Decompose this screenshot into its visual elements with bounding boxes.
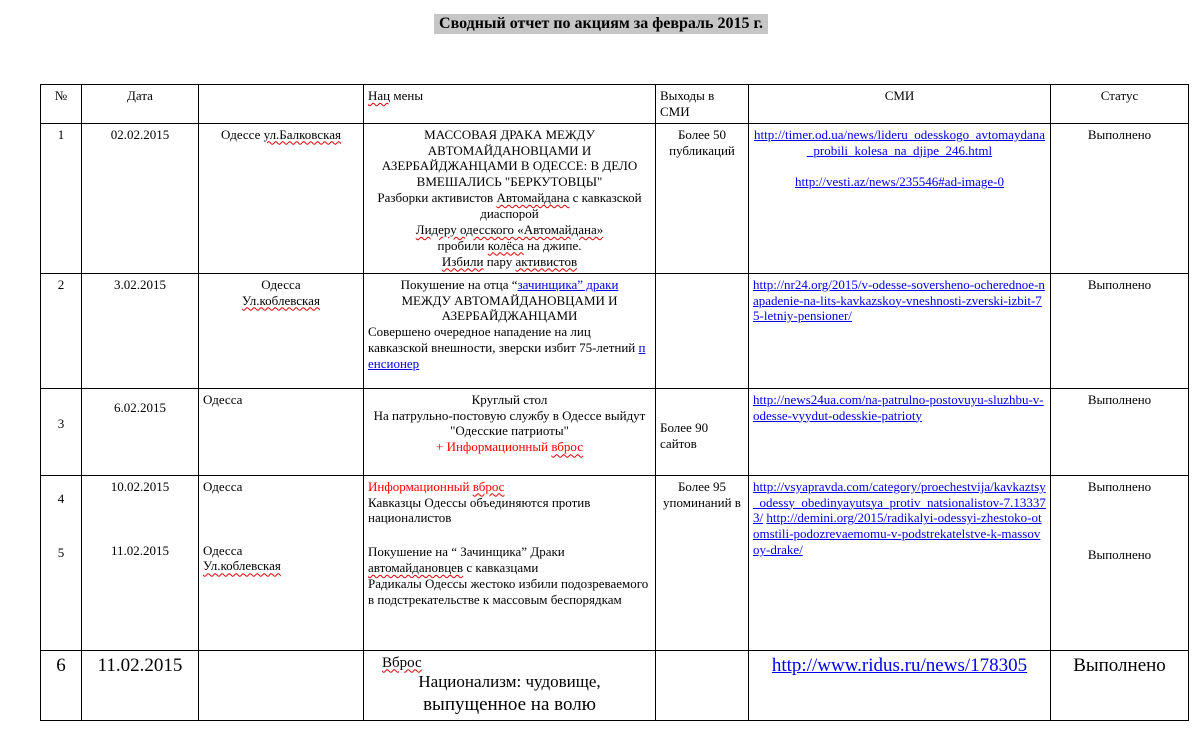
row6-media-count: [656, 650, 749, 720]
row4-red-sq-word: вброс: [472, 478, 505, 494]
row1-link-timer[interactable]: http://timer.od.ua/news/lideru_odesskogo_avtomaydana_probili_kolesa_na_djipe_246.html: [753, 126, 1045, 158]
row45-links: [749, 475, 1051, 650]
row1-date: 02.02.2015: [82, 123, 199, 273]
col-header-date: Дата: [82, 85, 199, 124]
row2-inline-link[interactable]: зачинщика” драки: [517, 276, 619, 292]
row5-status-text: Выполнено: [1087, 546, 1152, 562]
row5-sq-word: автомайдановцев: [368, 560, 464, 576]
row45-media-count: Более 95 упоминаний в: [656, 475, 749, 650]
row1-loc-street: ул.Балковская: [263, 126, 341, 142]
col-header-content-sq: Нац: [368, 88, 391, 103]
row2-date: 3.02.2015: [82, 273, 199, 388]
row1-text: Разборки активистов: [377, 190, 497, 206]
row6-num: 6: [41, 650, 82, 720]
row1-sq-word: колёса: [487, 237, 524, 253]
row2-headline1: [368, 277, 651, 293]
report-header: [0, 0, 1202, 38]
row2-location: [199, 273, 364, 388]
table-row: [41, 123, 1189, 273]
row3-media-count: [656, 388, 749, 475]
row4-link-vsyapravda[interactable]: http://vsyapravda.com/category/proechestvija/kavkaztsy_odessy_obedinyayutsya_protiv_natsionalistov-7.133373/: [753, 478, 1046, 526]
row4-num-text: 4: [57, 490, 65, 506]
row2-text: Совершено очередное нападение на лиц кавказской внешности, зверски избит 75-летний: [368, 324, 639, 356]
row1-location: [199, 123, 364, 273]
row4-date-text: 10.02.2015: [110, 478, 170, 494]
row5-headline: [368, 544, 651, 576]
row3-num-text: 3: [57, 415, 65, 431]
row4-loc-city: Одесса: [203, 478, 243, 494]
row1-text: с кавказской диаспорой: [480, 190, 642, 222]
row1-link-vesti[interactable]: http://vesti.az/news/235546#ad-image-0: [794, 174, 1005, 190]
row2-media-count: [656, 273, 749, 388]
row1-sq-word: Избили: [441, 253, 484, 269]
col-header-content-rest: мены: [390, 88, 424, 103]
row1-content: [364, 123, 656, 273]
row3-location: Одесса: [199, 388, 364, 475]
row5-link-demini[interactable]: http://demini.org/2015/radikalyi-odessyi-zhestoko-otomstili-podozrevaemomu-v-podstrekatelstve-k-massovoy-drake/: [753, 510, 1042, 558]
row3-red-note: [368, 439, 651, 455]
row1-subline3: [368, 238, 651, 254]
col-header-num: №: [41, 85, 82, 124]
table-row: [41, 650, 1189, 720]
row3-content: [364, 388, 656, 475]
row3-status: Выполнено: [1051, 388, 1189, 475]
row3-headline2: На патрульно-постовую службу в Одессе выйдут "Одесские патриоты": [373, 407, 646, 439]
row45-status: [1051, 475, 1189, 650]
page-title: Сводный отчет по акциям за февраль 2015 г.: [434, 14, 768, 34]
row6-content: [364, 650, 656, 720]
row45-content: [364, 475, 656, 650]
row6-headline1: Национализм: чудовище,: [418, 672, 601, 692]
row3-date-text: 6.02.2015: [114, 399, 166, 415]
row2-content: [364, 273, 656, 388]
row4-red-note: [368, 479, 651, 495]
row5-date-text: 11.02.2015: [110, 542, 170, 558]
col-header-smi: СМИ: [749, 85, 1051, 124]
row2-headline2: МЕЖДУ АВТОМАЙДАНОВЦАМИ И АЗЕРБАЙДЖАНЦАМИ: [401, 292, 618, 324]
row6-location: [199, 650, 364, 720]
row5-text: с кавказцами: [463, 560, 539, 576]
row45-num: [41, 475, 82, 650]
col-header-media: Выходы в СМИ: [656, 85, 749, 124]
row45-date: [82, 475, 199, 650]
row6-date: 11.02.2015: [82, 650, 199, 720]
row2-text: Покушение на отца “: [400, 276, 518, 292]
row1-text: пару: [483, 253, 516, 269]
row1-media-count: Более 50 публикаций: [656, 123, 749, 273]
row1-subline2: Лидеру одесского «Автомайдана»: [415, 221, 604, 237]
table-header-row: [41, 85, 1189, 124]
row1-status: Выполнено: [1051, 123, 1189, 273]
row2-paragraph: [368, 324, 651, 372]
row1-text: на джипе.: [523, 237, 582, 253]
row3-links: [749, 388, 1051, 475]
row4-paragraph: Кавказцы Одессы объединяются против националистов: [368, 494, 591, 526]
row6-link-ridus[interactable]: http://www.ridus.ru/news/178305: [771, 654, 1028, 676]
row2-loc-street: Ул.коблевская: [242, 292, 320, 308]
row3-num: [41, 388, 82, 475]
row2-link-nr24[interactable]: http://nr24.org/2015/v-odesse-soversheno-ocherednoe-napadenie-na-lits-kavkazskoy-vneshnosti-zverski-izbit-75-letniy-pensioner/: [753, 276, 1045, 324]
row2-status: Выполнено: [1051, 273, 1189, 388]
row1-subline4: [368, 254, 651, 270]
row4-red-text: Информационный: [368, 478, 473, 494]
row3-media-text: Более 90 сайтов: [660, 419, 709, 451]
row5-num-text: 5: [57, 544, 65, 560]
row2-links: [749, 273, 1051, 388]
row3-date: [82, 388, 199, 475]
row1-loc-text: Одессе: [220, 126, 264, 142]
row3-red-sq-word: вброс: [551, 439, 584, 455]
row2-num: 2: [41, 273, 82, 388]
row1-sq-word: активистов: [515, 253, 578, 269]
row45-location: [199, 475, 364, 650]
table-row: [41, 388, 1189, 475]
row3-red-text: + Информационный: [435, 439, 552, 455]
col-header-status: Статус: [1051, 85, 1189, 124]
row5-loc-city: Одесса: [203, 542, 243, 558]
row4-status-text: Выполнено: [1087, 478, 1152, 494]
row3-link-news24ua[interactable]: http://news24ua.com/na-patrulno-postovuyu-sluzhbu-v-odesse-vyydut-odesskie-patrioty: [753, 391, 1044, 423]
row6-headline2: выпущенное на волю: [423, 693, 596, 715]
row1-text: пробили: [437, 237, 488, 253]
row1-num: 1: [41, 123, 82, 273]
row6-links: [749, 650, 1051, 720]
row6-status: Выполнено: [1051, 650, 1189, 720]
row1-sq-word: Автомайдана: [496, 190, 570, 206]
row6-vbros: Вброс: [382, 654, 422, 671]
row5-paragraph: Радикалы Одессы жестоко избили подозреваемого в подстрекательстве к массовым беспорядкам: [368, 576, 649, 607]
row1-headline: МАССОВАЯ ДРАКА МЕЖДУ АВТОМАЙДАНОВЦАМИ И АЗЕРБАЙДЖАНЦАМИ В ОДЕССЕ: В ДЕЛО ВМЕШАЛИСЬ "БЕРКУТОВЦЫ": [381, 126, 638, 190]
col-header-content: [364, 85, 656, 124]
table-row: [41, 273, 1189, 388]
row1-subline1: [368, 190, 651, 222]
row5-loc-street: Ул.коблевская: [203, 558, 281, 574]
table-row: [41, 475, 1189, 650]
col-header-location: [199, 85, 364, 124]
row3-headline1: Круглый стол: [471, 391, 548, 407]
row5-text: Покушение на “ Зачинщика” Драки: [368, 544, 565, 560]
row1-links: [749, 123, 1051, 273]
row2-inline-link-pensioner[interactable]: пенсионер: [368, 340, 646, 372]
row2-loc-city: Одесса: [261, 276, 301, 292]
report-table: [40, 84, 1189, 721]
